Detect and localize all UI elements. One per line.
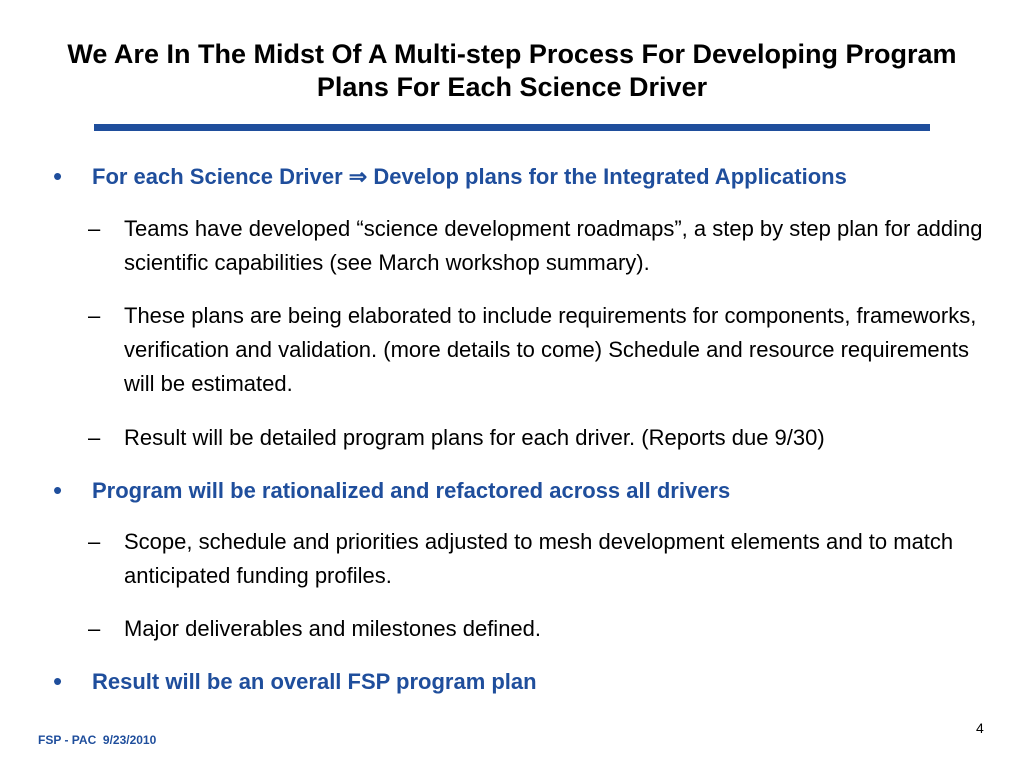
subpoint-text: Major deliverables and milestones defined. <box>124 616 542 641</box>
bullet-text: Result will be an overall FSP program plan <box>92 669 537 694</box>
subpoint-marker: – <box>88 616 101 641</box>
subpoint-text: Scope, schedule and priorities adjusted to mesh development elements and to match anticipated funding profiles. <box>124 529 954 588</box>
bullet-marker: • <box>53 475 63 505</box>
subpoint-marker: – <box>88 303 101 328</box>
subpoint-text: Result will be detailed program plans for each driver. (Reports due 9/30) <box>124 425 825 450</box>
bullet-text: Program will be rationalized and refactored across all drivers <box>92 478 731 503</box>
subpoint-marker: – <box>88 529 101 554</box>
subpoint-marker: – <box>88 425 101 450</box>
subpoint-text: These plans are being elaborated to include requirements for components, frameworks, verification and validation. (more details to come) Schedule and resource requirements will be estimated. <box>124 303 977 396</box>
subpoint-text: Teams have developed “science development roadmaps”, a step by step plan for adding scientific capabilities (see March workshop summary). <box>124 216 983 275</box>
title-underline <box>94 124 930 131</box>
page-number: 4 <box>976 720 984 736</box>
bullet-marker: • <box>53 666 63 696</box>
footer-label: FSP - PAC 9/23/2010 <box>38 733 157 747</box>
bullet-text: For each Science Driver ⇒ Develop plans for the Integrated Applications <box>92 164 847 189</box>
subpoint-marker: – <box>88 216 101 241</box>
bullet-marker: • <box>53 161 63 191</box>
slide-title: We Are In The Midst Of A Multi-step Process For Developing Program Plans For Each Science Driver <box>67 39 957 102</box>
